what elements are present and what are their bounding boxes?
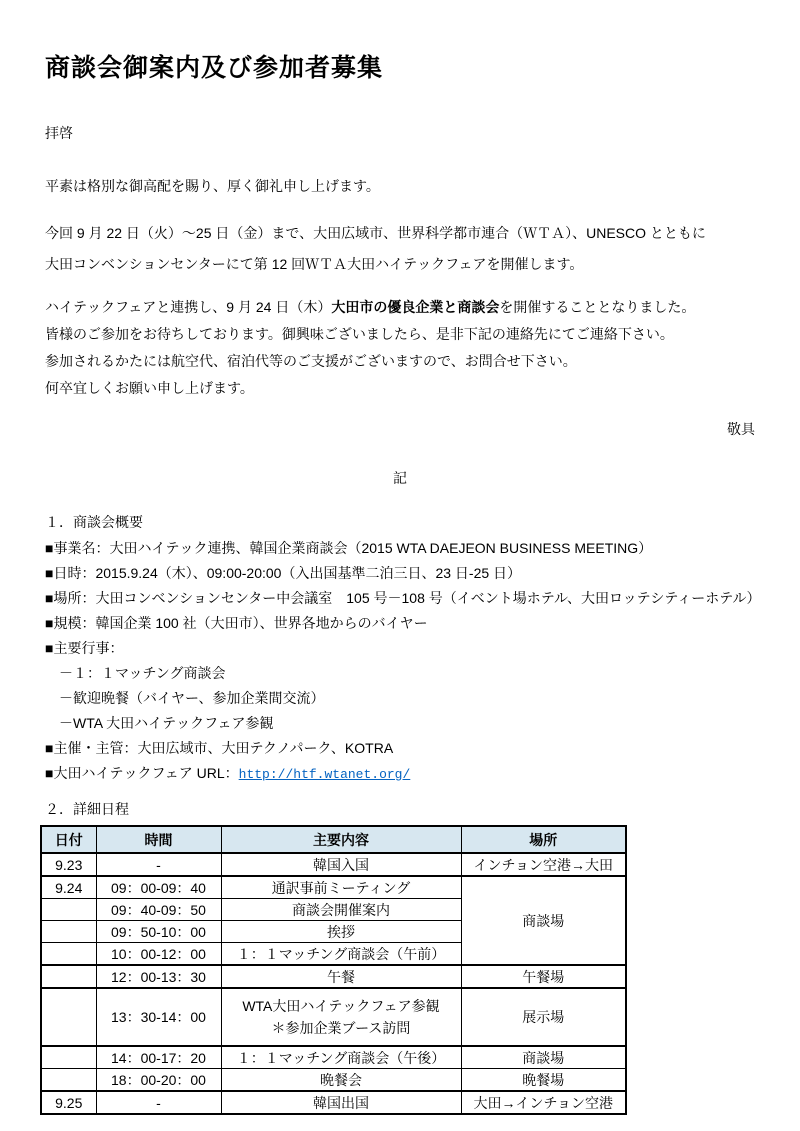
content-cell: 通訳事前ミーティング: [221, 876, 461, 899]
page-title: 商談会御案内及び参加者募集: [45, 55, 384, 82]
paragraph-event-intro: [45, 218, 755, 280]
list-item-scale: ■規模：韓国企業 100 社（大田市）、世界各地からのバイヤー: [45, 615, 428, 631]
table-row: [41, 853, 626, 876]
place-cell: 商談場: [461, 1046, 626, 1069]
content-cell: 晩餐会: [221, 1069, 461, 1092]
date-cell: [41, 1046, 96, 1069]
section2-heading: ２．詳細日程: [45, 801, 129, 817]
date-cell: [41, 943, 96, 966]
header-time: 時間: [96, 826, 221, 853]
place-cell: 大田→インチョン空港: [461, 1091, 626, 1114]
date-cell: [41, 921, 96, 943]
body-line-4: 何卒宜しくお願い申し上げます。: [45, 380, 254, 396]
content-cell: 挨拶: [221, 921, 461, 943]
list-item-venue: ■場所：大田コンベンションセンター中会議室 105 号－108 号（イベント場ホテル、大田ロッテシティーホテル）: [45, 590, 761, 606]
url-label: ■大田ハイテックフェア URL：: [45, 765, 239, 781]
time-cell: 10：00-12：00: [96, 943, 221, 966]
time-cell: 13：30-14：00: [96, 988, 221, 1046]
content-line-1: WTA大田ハイテックフェア参観: [242, 998, 440, 1014]
table-row: [41, 1046, 626, 1069]
body-line-2: 皆様のご参加をお待ちしております。御興味ございましたら、是非下記の連絡先にてご連絡下さい。: [45, 326, 674, 342]
hitech-fair-url-link[interactable]: http://htf.wtanet.org/: [238, 767, 411, 782]
content-cell: 商談会開催案内: [221, 899, 461, 921]
date-cell: 9.25: [41, 1091, 96, 1114]
greeting-text: 平素は格別な御高配を賜り、厚く御礼申し上げます。: [45, 178, 380, 194]
content-cell: 韓国入国: [221, 853, 461, 876]
list-item-datetime: ■日時：2015.9.24（木）、09:00-20:00（入出国基準二泊三日、23 日-25 日）: [45, 565, 522, 581]
section1-heading: １．商談会概要: [45, 514, 143, 530]
record-mark: 記: [393, 470, 407, 486]
closing-text: 敬具: [727, 421, 755, 437]
content-cell: 韓国出国: [221, 1091, 461, 1114]
place-cell: 晩餐場: [461, 1069, 626, 1092]
table-row: [41, 988, 626, 1046]
intro-line-1: 今回 9 月 22 日（火）～25 日（金）まで、大田広域市、世界科学都市連合（ＷＴＡ）、UNESCO とともに: [45, 225, 706, 241]
place-cell: 展示場: [461, 988, 626, 1046]
time-cell: 12：00-13：30: [96, 965, 221, 988]
time-cell: -: [96, 1091, 221, 1114]
body-line-1: [45, 294, 755, 321]
table-row: [41, 965, 626, 988]
date-cell: [41, 965, 96, 988]
table-row: [41, 1091, 626, 1114]
content-cell: [221, 988, 461, 1046]
list-item-url: [45, 761, 755, 787]
place-cell: 午餐場: [461, 965, 626, 988]
list-item-matching: －１：１マッチング商談会: [59, 665, 226, 681]
date-cell: [41, 988, 96, 1046]
paragraph-meeting-info: [45, 294, 755, 402]
date-cell: 9.24: [41, 876, 96, 899]
date-cell: [41, 1069, 96, 1092]
time-cell: 14：00-17：20: [96, 1046, 221, 1069]
content-cell: １：１マッチング商談会（午後）: [221, 1046, 461, 1069]
schedule-table: [40, 825, 627, 1115]
time-cell: 09：50-10：00: [96, 921, 221, 943]
body-line-1-bold: 大田市の優良企業と商談会: [331, 299, 500, 315]
header-place: 場所: [461, 826, 626, 853]
date-cell: 9.23: [41, 853, 96, 876]
table-header-row: [41, 826, 626, 853]
time-cell: 09：00-09：40: [96, 876, 221, 899]
table-row: [41, 876, 626, 899]
time-cell: 09：40-09：50: [96, 899, 221, 921]
content-line-2: ＊参加企業ブース訪問: [271, 1020, 411, 1036]
list-item-business-name: ■事業名：大田ハイテック連携、韓国企業商談会（2015 WTA DAEJEON BUSINESS MEETING）: [45, 540, 653, 556]
list-item-organizer: ■主催・主管：大田広域市、大田テクノパーク、KOTRA: [45, 740, 394, 756]
header-date: 日付: [41, 826, 96, 853]
body-line-1-pre: ハイテックフェアと連携し、9 月 24 日（木）: [45, 299, 332, 315]
time-cell: -: [96, 853, 221, 876]
content-cell: 午餐: [221, 965, 461, 988]
header-content: 主要内容: [221, 826, 461, 853]
list-item-dinner: －歓迎晩餐（バイヤー、参加企業間交流）: [59, 690, 325, 706]
section1-list: [45, 536, 761, 787]
place-cell: 商談場: [461, 876, 626, 965]
table-row: [41, 1069, 626, 1092]
intro-line-2: 大田コンベンションセンターにて第 12 回ＷＴＡ大田ハイテックフェアを開催します。: [45, 256, 584, 272]
content-cell: １：１マッチング商談会（午前）: [221, 943, 461, 966]
time-cell: 18：00-20：00: [96, 1069, 221, 1092]
salutation-text: 拝啓: [45, 125, 73, 141]
place-cell: インチョン空港→大田: [461, 853, 626, 876]
list-item-main-events: ■主要行事：: [45, 640, 124, 656]
body-line-1-post: を開催することとなりました。: [499, 299, 696, 315]
body-line-3: 参加されるかたには航空代、宿泊代等のご支援がございますので、お問合せ下さい。: [45, 353, 577, 369]
date-cell: [41, 899, 96, 921]
list-item-fair-visit: －WTA 大田ハイテックフェア参観: [59, 715, 274, 731]
